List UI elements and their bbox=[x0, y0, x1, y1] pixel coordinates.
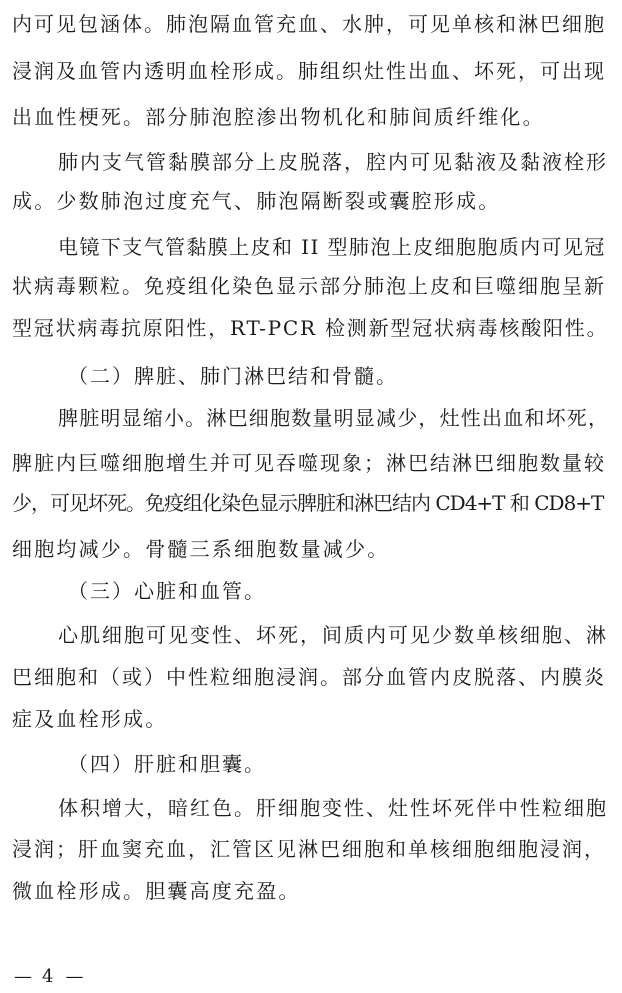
section-heading-liver: （四）肝脏和胆囊。 bbox=[68, 752, 266, 776]
body-line: 脾脏明显缩小。淋巴细胞数量明显减少，灶性出血和坏死， bbox=[58, 406, 610, 430]
body-line: 巴细胞和（或）中性粒细胞浸润。部分血管内皮脱落、内膜炎 bbox=[12, 665, 606, 689]
body-line: 少，可见坏死。免疫组化染色显示脾脏和淋巴结内 CD4+T 和 CD8+T bbox=[12, 491, 604, 515]
body-line: 微血栓形成。胆囊高度充盈。 bbox=[12, 879, 301, 903]
page-footer bbox=[14, 966, 81, 988]
body-line: 细胞均减少。骨髓三系细胞数量减少。 bbox=[12, 537, 390, 561]
body-line: 症及血栓形成。 bbox=[12, 707, 168, 731]
body-line: 浸润；肝血窦充血，汇管区见淋巴细胞和单核细胞细胞浸润， bbox=[12, 837, 606, 861]
body-line: 型冠状病毒抗原阳性，RT-PCR 检测新型冠状病毒核酸阳性。 bbox=[12, 316, 609, 340]
body-line: 脾脏内巨噬细胞增生并可见吞噬现象；淋巴结淋巴细胞数量较 bbox=[12, 451, 606, 475]
body-line: 成。少数肺泡过度充气、肺泡隔断裂或囊腔形成。 bbox=[12, 189, 501, 213]
page-number: 4 bbox=[42, 966, 54, 987]
body-line: 出血性梗死。部分肺泡腔渗出物机化和肺间质纤维化。 bbox=[12, 105, 545, 129]
section-heading-heart: （三）心脏和血管。 bbox=[68, 579, 266, 603]
body-line: 电镜下支气管黏膜上皮和 II 型肺泡上皮细胞胞质内可见冠 bbox=[58, 235, 606, 259]
body-line: 肺内支气管黏膜部分上皮脱落，腔内可见黏液及黏液栓形 bbox=[58, 150, 608, 174]
body-line: 体积增大，暗红色。肝细胞变性、灶性坏死伴中性粒细胞 bbox=[58, 796, 608, 820]
body-line: 心肌细胞可见变性、坏死，间质内可见少数单核细胞、淋 bbox=[58, 623, 608, 647]
footer-right-dash: — bbox=[65, 966, 82, 987]
footer-left-dash: — bbox=[14, 966, 30, 987]
body-line: 状病毒颗粒。免疫组化染色显示部分肺泡上皮和巨噬细胞呈新 bbox=[12, 274, 606, 298]
body-line: 浸润及血管内透明血栓形成。肺组织灶性出血、坏死，可出现 bbox=[12, 59, 606, 83]
section-heading-spleen: （二）脾脏、肺门淋巴结和骨髓。 bbox=[68, 364, 398, 388]
body-line: 内可见包涵体。肺泡隔血管充血、水肿，可见单核和淋巴细胞 bbox=[12, 12, 606, 36]
